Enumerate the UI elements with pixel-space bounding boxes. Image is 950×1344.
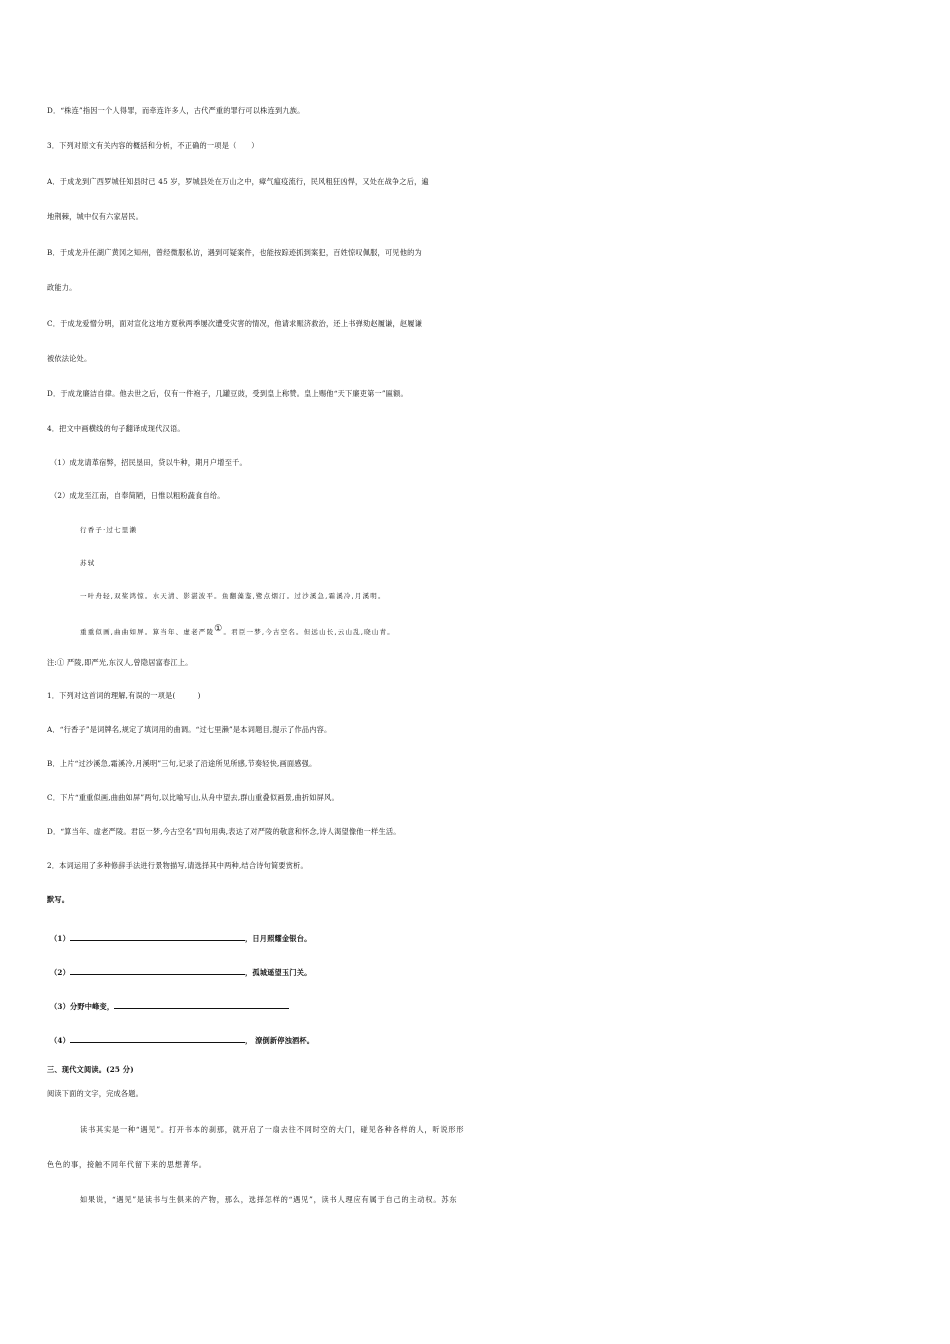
section-3-heading: 三、现代文阅读。(25 分) — [47, 1065, 134, 1074]
q3-option-a-line2: 地荆棘，城中仅有六家居民。 — [47, 212, 144, 221]
footnote-marker: ① — [214, 624, 224, 634]
dictation-item-2-number: （2） — [50, 968, 70, 977]
answer-blank-4[interactable] — [70, 1027, 245, 1043]
dictation-item-2 — [50, 959, 910, 983]
poem-line-1: 一叶舟轻,双桨鸿惊。水天清、影湛波平。鱼翻藻鉴,鹭点烟汀。过沙溪急,霜溪冷,月溪明。 — [80, 592, 386, 600]
poem-line-2-after: 。君臣一梦,今古空名。但远山长,云山乱,晓山青。 — [223, 628, 395, 637]
answer-blank-3[interactable] — [114, 993, 289, 1009]
section-3-instruction: 阅读下面的文字，完成各题。 — [47, 1089, 144, 1098]
q4-item-1: （1）成龙请革宿弊，招民垦田，贷以牛种，期月户增至千。 — [50, 458, 247, 467]
answer-blank-2[interactable] — [70, 959, 245, 975]
dictation-item-1-number: （1） — [50, 934, 70, 943]
poem-line-2 — [80, 619, 940, 642]
poem-line-2-before: 重重似画,曲曲如屏。算当年、虚老严陵 — [80, 628, 215, 637]
dictation-item-2-text: ，孤城遥望玉门关。 — [244, 968, 312, 977]
q3-stem: 3．下列对原文有关内容的概括和分析，不正确的一项是（ ） — [47, 141, 259, 150]
poem-q1-option-d: D．“算当年、虚老严陵。君臣一梦,今古空名”四句用典,表达了对严陵的敬意和怀念,诗人渴望像他一样生活。 — [47, 827, 401, 836]
poem-q2: 2．本词运用了多种修辞手法进行景物描写,请选择其中两种,结合诗句简要赏析。 — [47, 861, 308, 870]
q3-option-c-line1: C．于成龙爱憎分明，面对宣化这地方夏秋两季屡次遭受灾害的情况，他请求赈济救治，还上书弹劾赵履谦，赵履谦 — [47, 319, 423, 328]
poem-q1-stem: 1．下列对这首词的理解,有误的一项是( ) — [47, 691, 201, 700]
dictation-heading: 默写。 — [47, 895, 70, 904]
q4-item-2: （2）成龙至江南，自奉简陋，日惟以粗粉蔬食自给。 — [50, 491, 225, 500]
dictation-item-3 — [50, 993, 910, 1017]
dictation-item-4-number: （4） — [50, 1036, 70, 1045]
poem-note: 注:① 严陵,即严光,东汉人,曾隐居富春江上。 — [47, 658, 193, 667]
dictation-item-1-text: ，日月照耀金银台。 — [244, 934, 312, 943]
q2-option-d: D．“株连”指因一个人得罪，而牵连许多人，古代严重的罪行可以株连到九族。 — [47, 106, 305, 115]
answer-blank-1[interactable] — [70, 925, 245, 941]
q3-option-b-line1: B．于成龙升任湖广黄冈之知州，曾经微服私访，遇到可疑案件，也能按踪迹抓到案犯，百姓惊叹佩服，可见他的为 — [47, 248, 422, 257]
poem-author: 苏轼 — [80, 559, 96, 567]
poem-q1-option-b: B．上片“过沙溪急,霜溪冷,月溪明”三句,记录了沿途所见所感,节奏轻快,画面感强。 — [47, 759, 317, 768]
poem-q1-option-c: C．下片“重重似画,曲曲如屏”两句,以比喻写山,从舟中望去,群山重叠似画景,曲折如屏风。 — [47, 793, 339, 802]
poem-title: 行香子·过七里濑 — [80, 526, 138, 534]
dictation-item-4 — [50, 1027, 910, 1051]
passage-para-1-line1: 读书其实是一种“遇见”。打开书本的刹那，就开启了一扇去往不同时空的大门，碰见各种各样的人，听说形形 — [80, 1125, 465, 1134]
dictation-item-3-text: （3）分野中峰变， — [50, 1002, 115, 1011]
q3-option-b-line2: 政能力。 — [47, 283, 77, 292]
q4-stem: 4．把文中画横线的句子翻译成现代汉语。 — [47, 424, 185, 433]
passage-para-1-line2: 色色的事，接触不同年代留下来的思想菁华。 — [47, 1160, 207, 1169]
dictation-item-1 — [50, 925, 910, 949]
q3-option-c-line2: 被依法论处。 — [47, 354, 92, 363]
q3-option-d: D．于成龙廉洁自律。他去世之后，仅有一件袍子，几罐豆豉，受到皇上称赞。皇上赐他“天下廉吏第一”匾额。 — [47, 389, 408, 398]
passage-para-2-line1: 如果说，“遇见”是读书与生俱来的产物，那么，选择怎样的“遇见”，读书人理应有属于自己的主动权。苏东 — [80, 1195, 458, 1204]
poem-q1-option-a: A．“行香子”是词牌名,规定了填词用的曲调。“过七里濑”是本词题目,提示了作品内容。 — [47, 725, 332, 734]
dictation-item-4-text: ， 潦倒新停浊酒杯。 — [244, 1036, 315, 1045]
q3-option-a-line1: A．于成龙到广西罗城任知县时已 45 岁，罗城县处在万山之中，瘴气瘟疫流行，民风粗狂凶悍，又处在战争之后，遍 — [47, 177, 429, 186]
